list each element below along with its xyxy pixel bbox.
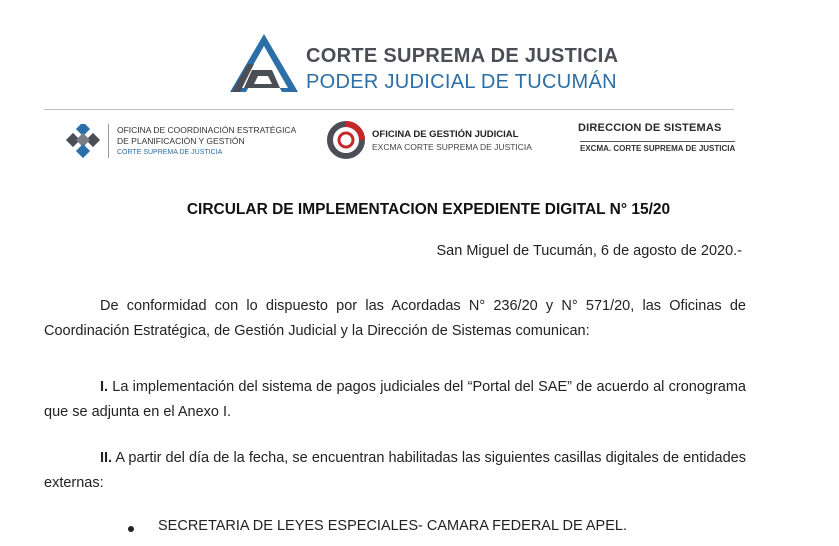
document-title-text: CIRCULAR DE IMPLEMENTACION EXPEDIENTE DIGITAL N° 15/20 (186, 201, 671, 218)
systems-directorate-name: DIRECCION DE SISTEMAS (578, 122, 722, 134)
intro-text: De conformidad con lo dispuesto por las Acordadas N° 236/20 y N° 571/20, las Oficinas de Coordinación Estratégica, de Gestión Judicial y la Dirección de Sistemas comunican: (44, 298, 746, 339)
judicial-management-sub: EXCMA CORTE SUPREMA DE JUSTICIA (372, 142, 532, 152)
coordination-office-label (117, 125, 296, 158)
intro-paragraph (44, 294, 746, 344)
office-divider (108, 124, 109, 158)
item-2-text: A partir del día de la fecha, se encuentran habilitadas las siguientes casillas digitales de entidades externas: (44, 450, 747, 491)
item-2-paragraph (44, 446, 746, 496)
bullet-item: SECRETARIA DE LEYES ESPECIALES- CAMARA FEDERAL DE APEL. (158, 518, 627, 534)
court-logo-icon (228, 32, 300, 94)
coordination-office-sub: CORTE SUPREMA DE JUSTICIA (117, 149, 223, 156)
coordination-office-name-line1: OFICINA DE COORDINACIÓN ESTRATÉGICA (117, 125, 297, 135)
item-2-number: II. (100, 450, 113, 466)
document-title (0, 201, 839, 219)
item-1-number: I. (100, 379, 109, 395)
court-subtitle: PODER JUDICIAL DE TUCUMÁN (306, 71, 617, 93)
judicial-management-logo-icon (326, 120, 366, 160)
item-1-paragraph (44, 375, 746, 425)
header-divider (44, 109, 734, 110)
document-date: San Miguel de Tucumán, 6 de agosto de 2020.- (436, 243, 742, 259)
court-name: CORTE SUPREMA DE JUSTICIA (306, 45, 619, 67)
systems-directorate-sub: EXCMA. CORTE SUPREMA DE JUSTICIA (580, 141, 735, 153)
bullet-icon (128, 526, 134, 532)
coordination-office-name-line2: DE PLANIFICACIÓN Y GESTIÓN (117, 136, 245, 146)
judicial-management-name: OFICINA DE GESTIÓN JUDICIAL (372, 129, 519, 140)
coordination-office-logo-icon (64, 124, 102, 158)
item-1-text: La implementación del sistema de pagos judiciales del “Portal del SAE” de acuerdo al cronograma que se adjunta en el Anexo I. (44, 379, 746, 420)
